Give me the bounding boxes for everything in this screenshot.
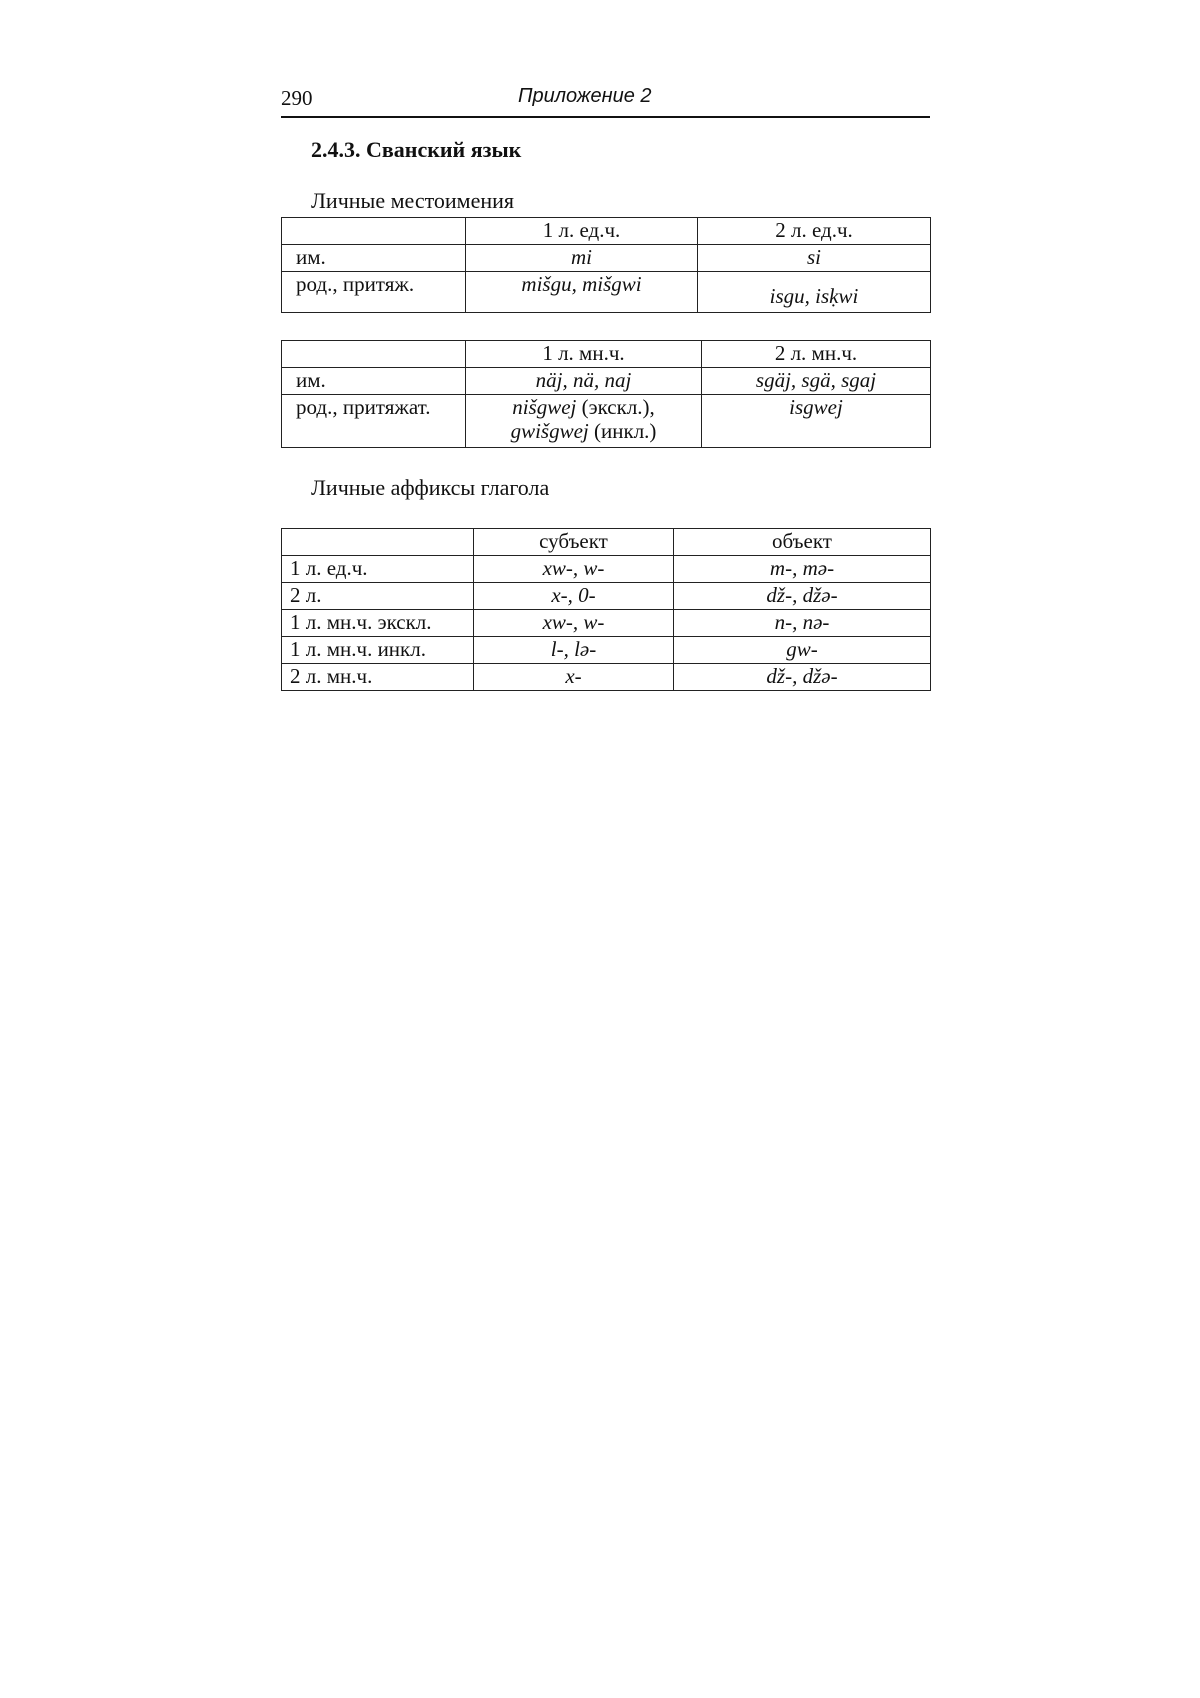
running-title: Приложение 2 <box>518 85 652 107</box>
pronouns-plural-table <box>281 340 931 448</box>
note-inclusive: (инкл.) <box>588 419 657 443</box>
row-label: им. <box>282 245 466 272</box>
table-row <box>282 637 931 664</box>
table-header-row <box>282 529 931 556</box>
table-row <box>282 272 931 313</box>
table-header-row <box>282 341 931 368</box>
page-number: 290 <box>281 86 313 110</box>
table-header-cell <box>282 341 466 368</box>
row-label: род., притяж. <box>282 272 466 313</box>
row-label: род., притяжат. <box>282 395 466 448</box>
table-row <box>282 583 931 610</box>
table-header-cell: субъект <box>474 529 674 556</box>
table-cell: isgwej <box>702 395 931 448</box>
row-label: 2 л. мн.ч. <box>282 664 474 691</box>
table-header-cell <box>282 529 474 556</box>
row-label: им. <box>282 368 466 395</box>
table-cell: si <box>698 245 931 272</box>
table-cell: x- <box>474 664 674 691</box>
table-header-cell: объект <box>674 529 931 556</box>
row-label: 2 л. <box>282 583 474 610</box>
table-cell: n-, nə- <box>674 610 931 637</box>
table-cell: gw- <box>674 637 931 664</box>
running-header <box>281 84 930 118</box>
table-cell: xw-, w- <box>474 556 674 583</box>
row-label: 1 л. мн.ч. экскл. <box>282 610 474 637</box>
pronouns-singular-table <box>281 217 931 313</box>
verb-affixes-table <box>281 528 931 691</box>
table-row <box>282 245 931 272</box>
row-label: 1 л. мн.ч. инкл. <box>282 637 474 664</box>
table-cell: m-, mə- <box>674 556 931 583</box>
table-row <box>282 556 931 583</box>
table-header-row <box>282 218 931 245</box>
table-row <box>282 368 931 395</box>
table-row <box>282 395 931 448</box>
affixes-caption: Личные аффиксы глагола <box>311 475 550 500</box>
table-row <box>282 610 931 637</box>
table-cell: isgu, isḳwi <box>698 272 931 313</box>
note-exclusive: (экскл.), <box>576 395 655 419</box>
table-cell: xw-, w- <box>474 610 674 637</box>
table-cell: näj, nä, naj <box>466 368 702 395</box>
section-heading: 2.4.3. Сванский язык <box>311 137 522 162</box>
table-header-cell: 1 л. ед.ч. <box>466 218 698 245</box>
table-cell: sgäj, sgä, sgaj <box>702 368 931 395</box>
table-cell: dž-, džə- <box>674 664 931 691</box>
table-row <box>282 664 931 691</box>
table-header-cell <box>282 218 466 245</box>
row-label: 1 л. ед.ч. <box>282 556 474 583</box>
table-cell: x-, 0- <box>474 583 674 610</box>
table-cell <box>466 395 702 448</box>
form-inclusive: gwišgwej <box>510 419 589 443</box>
pronouns-caption: Личные местоимения <box>311 188 515 213</box>
form-exclusive: nišgwej <box>512 395 577 419</box>
table-header-cell: 2 л. мн.ч. <box>702 341 931 368</box>
table-cell: mi <box>466 245 698 272</box>
table-header-cell: 2 л. ед.ч. <box>698 218 931 245</box>
table-cell: l-, lə- <box>474 637 674 664</box>
table-header-cell: 1 л. мн.ч. <box>466 341 702 368</box>
table-cell: dž-, džə- <box>674 583 931 610</box>
table-cell: mišgu, mišgwi <box>466 272 698 313</box>
